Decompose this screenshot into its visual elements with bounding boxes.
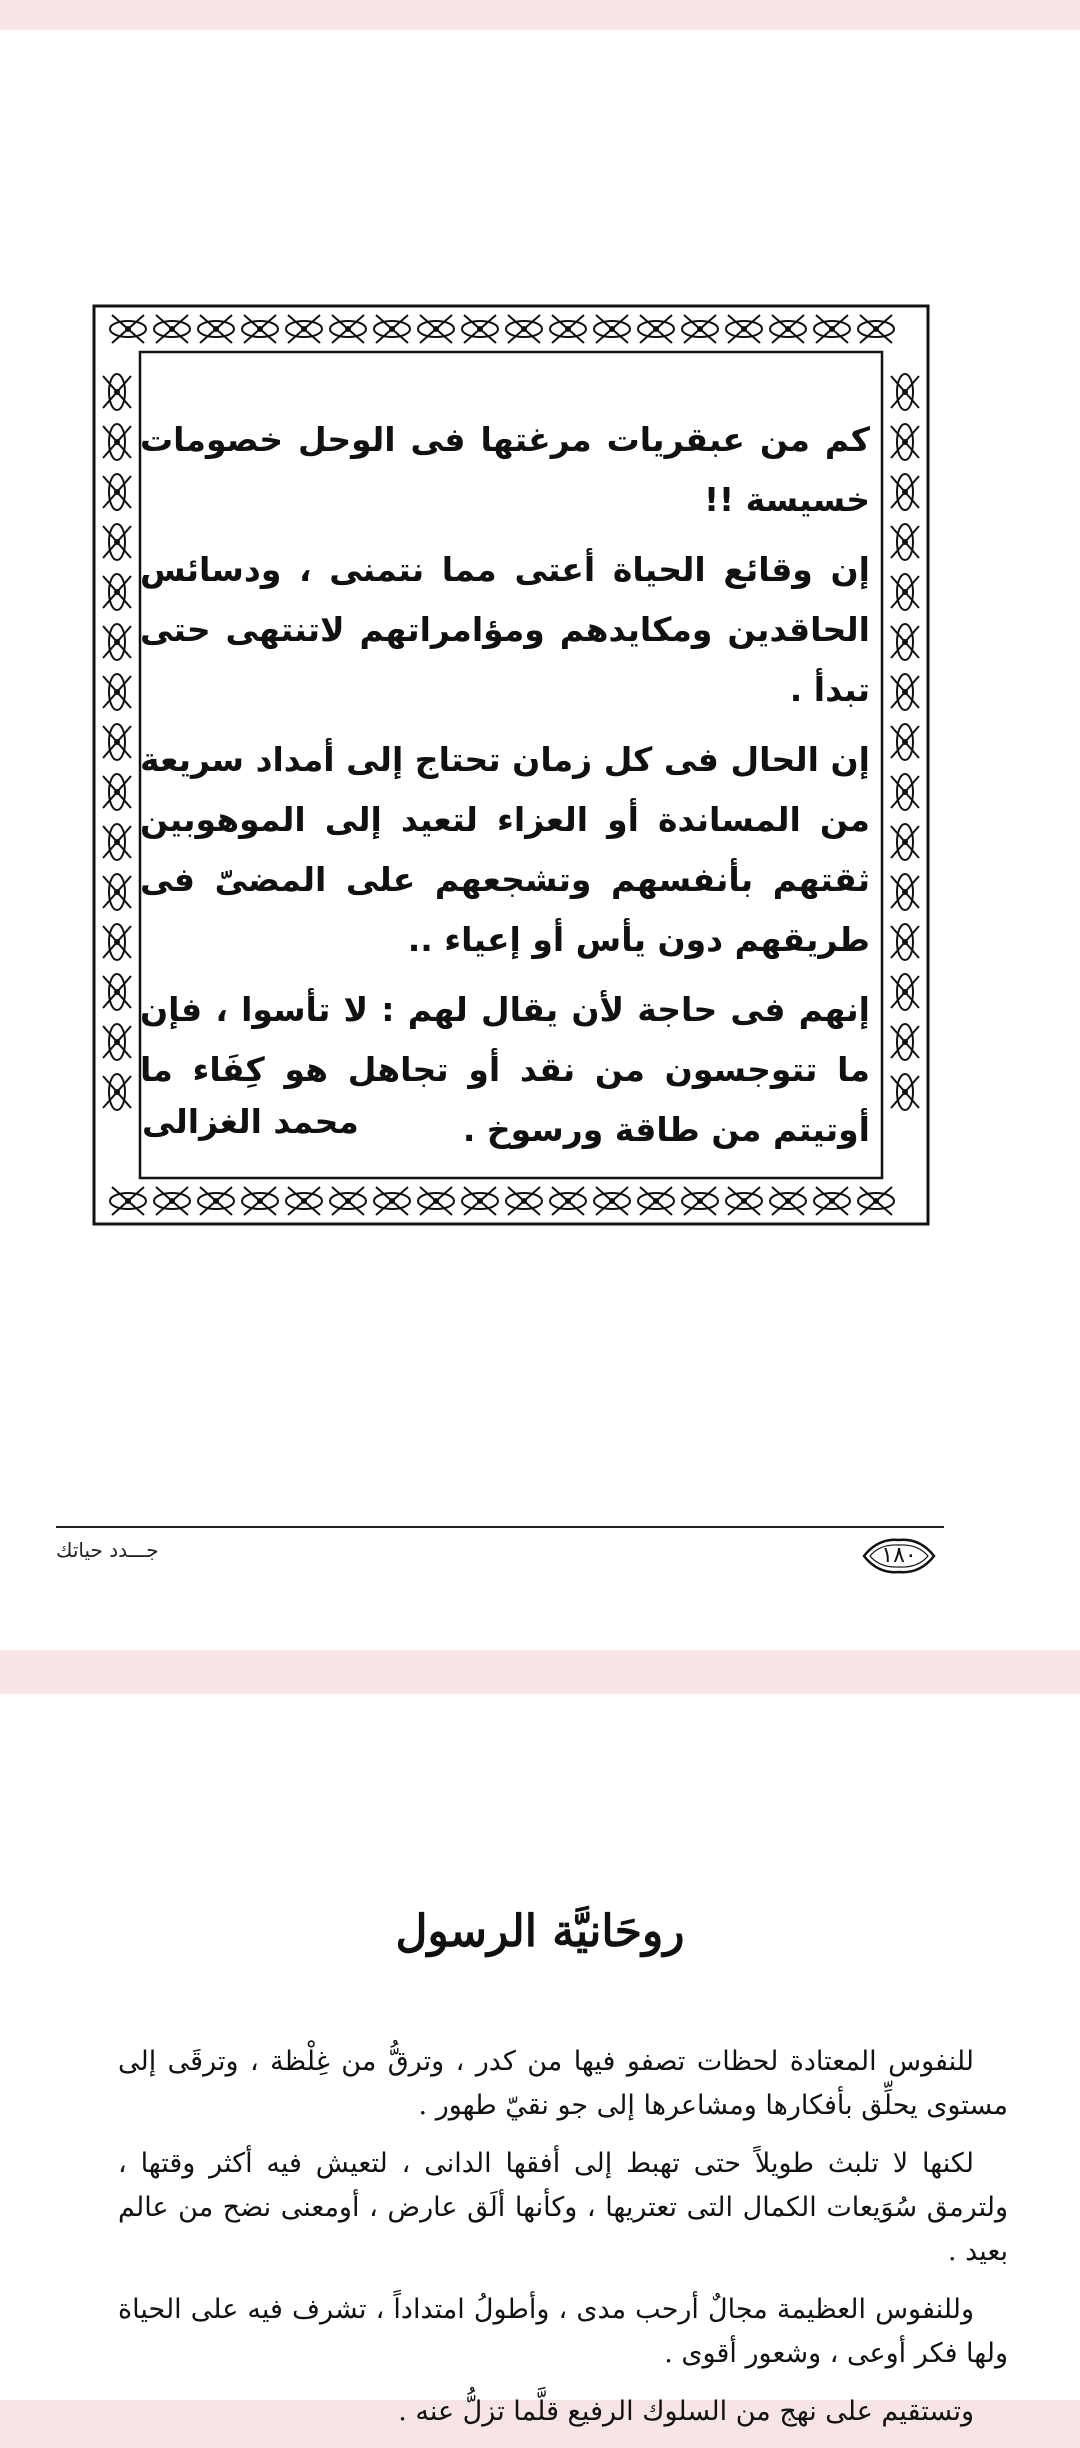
floral-ornament xyxy=(154,1187,190,1215)
floral-ornament xyxy=(103,424,131,460)
floral-ornament xyxy=(154,315,190,343)
floral-ornament xyxy=(891,674,919,710)
floral-ornament xyxy=(891,724,919,760)
floral-ornament xyxy=(891,974,919,1010)
quote-paragraph: إنهم فى حاجة لأن يقال لهم : لا تأسوا ، فإن ما تتوجسون من نقد أو تجاهل هو كِفَاء ما أوتيتم من طاقة ورسوخ . xyxy=(140,990,870,1149)
floral-ornament xyxy=(858,1187,894,1215)
floral-ornament xyxy=(103,374,131,410)
floral-ornament xyxy=(103,774,131,810)
quote-paragraph: إن وقائع الحياة أعتى مما نتمنى ، ودسائس الحاقدين ومكايدهم ومؤامراتهم لاتنتهى حتى تبدأ . xyxy=(140,550,870,709)
floral-ornament xyxy=(891,824,919,860)
floral-ornament xyxy=(242,1187,278,1215)
floral-ornament xyxy=(638,1187,674,1215)
floral-ornament xyxy=(103,1024,131,1060)
floral-ornament xyxy=(814,315,850,343)
chapter-title: روحَانيَّة الرسول xyxy=(395,1906,685,1957)
floral-ornament xyxy=(286,1187,322,1215)
floral-ornament xyxy=(891,624,919,660)
page-number-badge xyxy=(858,1536,940,1576)
floral-ornament xyxy=(103,1074,131,1110)
chapter-body xyxy=(118,2040,1008,2448)
floral-ornament xyxy=(891,774,919,810)
page-number: ١٨٠ xyxy=(881,1543,917,1568)
floral-ornament xyxy=(594,315,630,343)
floral-ornament xyxy=(462,1187,498,1215)
floral-ornament xyxy=(103,824,131,860)
book-page-180 xyxy=(0,30,1080,1650)
floral-ornament xyxy=(814,1187,850,1215)
floral-ornament xyxy=(198,1187,234,1215)
footer-divider xyxy=(56,1526,944,1528)
floral-ornament xyxy=(891,474,919,510)
floral-ornament xyxy=(103,724,131,760)
floral-ornament xyxy=(103,974,131,1010)
floral-ornament xyxy=(330,1187,366,1215)
floral-ornament xyxy=(418,1187,454,1215)
floral-ornament xyxy=(506,315,542,343)
floral-ornament xyxy=(891,1074,919,1110)
floral-ornament xyxy=(103,674,131,710)
floral-ornament xyxy=(110,315,146,343)
body-paragraph: لكنها لا تلبث طويلاً حتى تهبط إلى أفقها الدانى ، لتعيش فيه أكثر وقتها ، ولترمق سُوَيعات الكمال التى تعتريها ، وكأنها ألَق عارض ، أومعنى نضح من عالم بعيد . xyxy=(118,2148,1008,2267)
floral-ornament xyxy=(770,315,806,343)
quote-text xyxy=(140,410,870,1170)
floral-ornament xyxy=(891,1024,919,1060)
floral-ornament xyxy=(418,315,454,343)
floral-ornament xyxy=(891,424,919,460)
floral-ornament xyxy=(682,315,718,343)
floral-ornament xyxy=(286,315,322,343)
body-paragraph: للنفوس المعتادة لحظات تصفو فيها من كدر ، وترقُّ من غِلْظة ، وترقَى إلى مستوى يحلِّق بأفكارها ومشاعرها إلى جو نقيّ طهور . xyxy=(118,2046,1008,2121)
floral-ornament xyxy=(103,924,131,960)
body-paragraph: وللنفوس العظيمة مجالٌ أرحب مدى ، وأطولُ امتداداً ، تشرف فيه على الحياة ولها فكر أوعى ، وشعور أقوى . xyxy=(118,2294,1008,2369)
floral-ornament xyxy=(726,1187,762,1215)
floral-ornament xyxy=(110,1187,146,1215)
floral-ornament xyxy=(891,924,919,960)
floral-ornament xyxy=(103,524,131,560)
running-header-book-title: جـــدد حياتك xyxy=(56,1538,159,1562)
floral-ornament xyxy=(891,374,919,410)
floral-ornament xyxy=(682,1187,718,1215)
book-page-chapter xyxy=(0,1694,1080,2427)
floral-ornament xyxy=(103,574,131,610)
author-signature: محمد الغزالى xyxy=(142,1102,359,1141)
floral-ornament xyxy=(198,315,234,343)
floral-ornament xyxy=(374,1187,410,1215)
floral-ornament xyxy=(726,315,762,343)
floral-ornament xyxy=(638,315,674,343)
floral-ornament xyxy=(891,574,919,610)
floral-ornament xyxy=(506,1187,542,1215)
floral-ornament xyxy=(858,315,894,343)
floral-ornament xyxy=(550,315,586,343)
floral-ornament xyxy=(891,874,919,910)
floral-ornament xyxy=(891,524,919,560)
floral-ornament xyxy=(462,315,498,343)
floral-ornament xyxy=(550,1187,586,1215)
floral-ornament xyxy=(770,1187,806,1215)
floral-ornament xyxy=(103,624,131,660)
floral-ornament xyxy=(330,315,366,343)
quote-paragraph: كم من عبقريات مرغتها فى الوحل خصومات خسيسة !! xyxy=(140,420,870,519)
floral-ornament xyxy=(103,474,131,510)
floral-ornament xyxy=(242,315,278,343)
body-paragraph: وتستقيم على نهج من السلوك الرفيع قلَّما تزلُّ عنه . xyxy=(398,2396,974,2427)
floral-ornament xyxy=(103,874,131,910)
floral-ornament xyxy=(374,315,410,343)
quote-paragraph: إن الحال فى كل زمان تحتاج إلى أمداد سريعة من المساندة أو العزاء لتعيد إلى الموهوبين ثقتهم بأنفسهم وتشجعهم على المضىّ فى طريقهم دون يأس أو إعياء .. xyxy=(140,740,870,959)
floral-ornament xyxy=(594,1187,630,1215)
